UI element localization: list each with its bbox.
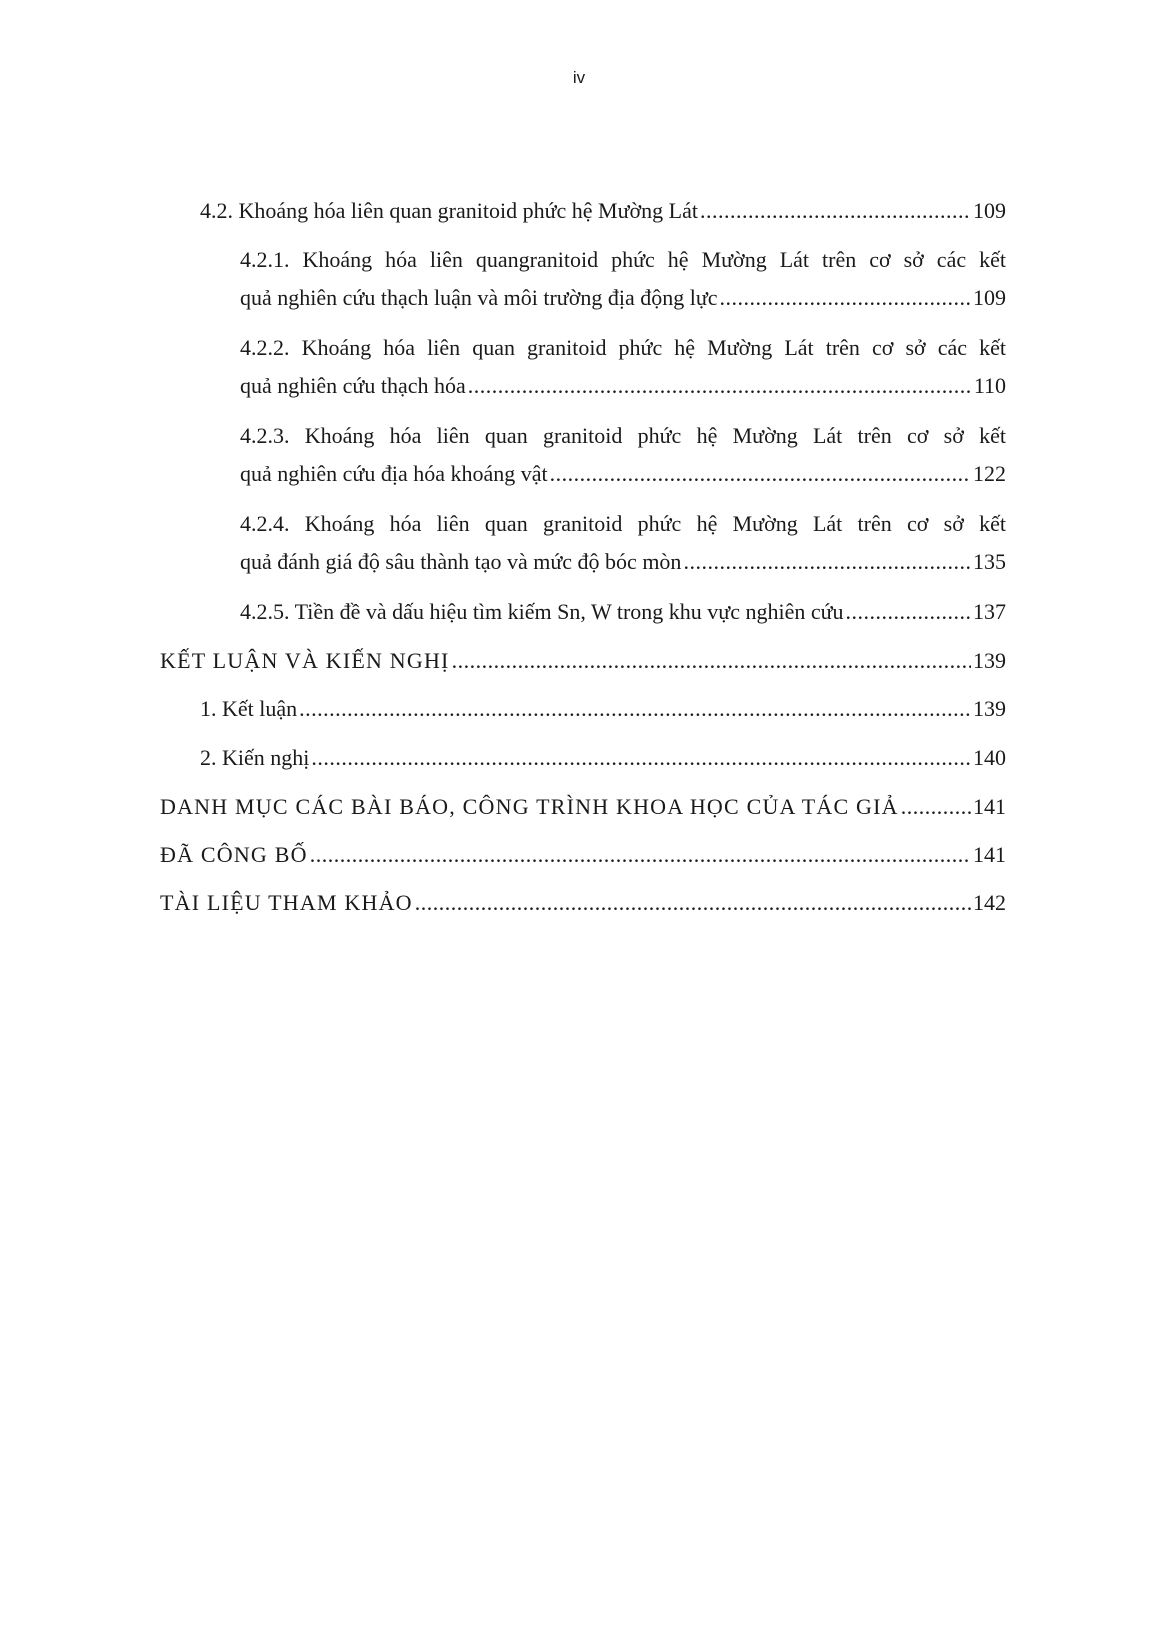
- toc-entry-title-line1: 4.2.1. Khoáng hóa liên quangranitoid phức hệ Mường Lát trên cơ sở các kết: [240, 247, 1006, 272]
- toc-entry-conclusion-1[interactable]: [200, 690, 1006, 739]
- toc-entry-title-line2: quả đánh giá độ sâu thành tạo và mức độ bóc mòn: [240, 549, 682, 574]
- dot-leader: [846, 593, 971, 631]
- toc-page-number: 139: [973, 648, 1006, 673]
- dot-leader: [683, 543, 971, 581]
- toc-entry-conclusion[interactable]: [160, 642, 1006, 690]
- toc-entry-title: ĐÃ CÔNG BỐ: [160, 842, 308, 867]
- dot-leader: [415, 884, 971, 922]
- toc-entry-4-2-4[interactable]: [240, 505, 1006, 593]
- dot-leader: [700, 192, 971, 230]
- toc-entry-title-line2: quả nghiên cứu thạch luận và môi trường địa động lực: [240, 285, 718, 310]
- toc-entry-title: TÀI LIỆU THAM KHẢO: [160, 890, 413, 915]
- toc-page-number: 139: [973, 696, 1006, 721]
- toc-page-number: 142: [973, 890, 1006, 915]
- toc-entry-title: 4.2.5. Tiền đề và dấu hiệu tìm kiếm Sn, W trong khu vực nghiên cứu: [240, 599, 844, 624]
- toc-entry-title: DANH MỤC CÁC BÀI BÁO, CÔNG TRÌNH KHOA HỌC CỦA TÁC GIẢ: [160, 794, 899, 819]
- toc-page-number: 109: [973, 285, 1006, 310]
- toc-entry-4-2-3[interactable]: [240, 417, 1006, 505]
- toc-entry-title-line1: 4.2.3. Khoáng hóa liên quan granitoid phức hệ Mường Lát trên cơ sở kết: [240, 423, 1006, 448]
- toc-entry-conclusion-2[interactable]: [200, 739, 1006, 788]
- dot-leader: [720, 279, 971, 317]
- toc-page-number: 109: [973, 198, 1006, 223]
- toc-entry-4-2-1[interactable]: [240, 241, 1006, 329]
- table-of-contents: [0, 192, 1158, 932]
- dot-leader: [310, 836, 971, 874]
- toc-entry-title-line2: quả nghiên cứu thạch hóa: [240, 373, 466, 398]
- toc-entry-title: 2. Kiến nghị: [200, 745, 310, 770]
- toc-entry-title: 1. Kết luận: [200, 696, 298, 721]
- dot-leader: [311, 739, 971, 777]
- toc-entry-title: KẾT LUẬN VÀ KIẾN NGHỊ: [160, 648, 450, 673]
- dot-leader: [901, 788, 971, 826]
- toc-page-number: 110: [973, 373, 1006, 398]
- toc-entry-title-line1: 4.2.4. Khoáng hóa liên quan granitoid phức hệ Mường Lát trên cơ sở kết: [240, 511, 1006, 536]
- toc-entry-title: 4.2. Khoáng hóa liên quan granitoid phức hệ Mường Lát: [200, 198, 698, 223]
- toc-entry-references[interactable]: [160, 884, 1006, 932]
- toc-entry-published[interactable]: [160, 836, 1006, 884]
- toc-entry-4-2-2[interactable]: [240, 329, 1006, 417]
- toc-entry-title-line2: quả nghiên cứu địa hóa khoáng vật: [240, 461, 548, 486]
- toc-page-number: 141: [973, 842, 1006, 867]
- dot-leader: [299, 690, 971, 728]
- toc-entry-publications[interactable]: [160, 788, 1006, 836]
- page-number: iv: [572, 68, 586, 87]
- toc-page-number: 140: [973, 745, 1006, 770]
- dot-leader: [468, 367, 972, 405]
- toc-entry-title-line1: 4.2.2. Khoáng hóa liên quan granitoid phức hệ Mường Lát trên cơ sở các kết: [240, 335, 1006, 360]
- dot-leader: [550, 455, 971, 493]
- toc-page-number: 141: [973, 794, 1006, 819]
- toc-entry-4-2-5[interactable]: [240, 593, 1006, 642]
- toc-page-number: 135: [973, 549, 1006, 574]
- toc-page-number: 137: [973, 599, 1006, 624]
- dot-leader: [452, 642, 971, 680]
- toc-page-number: 122: [973, 461, 1006, 486]
- toc-entry-4-2[interactable]: [200, 192, 1006, 241]
